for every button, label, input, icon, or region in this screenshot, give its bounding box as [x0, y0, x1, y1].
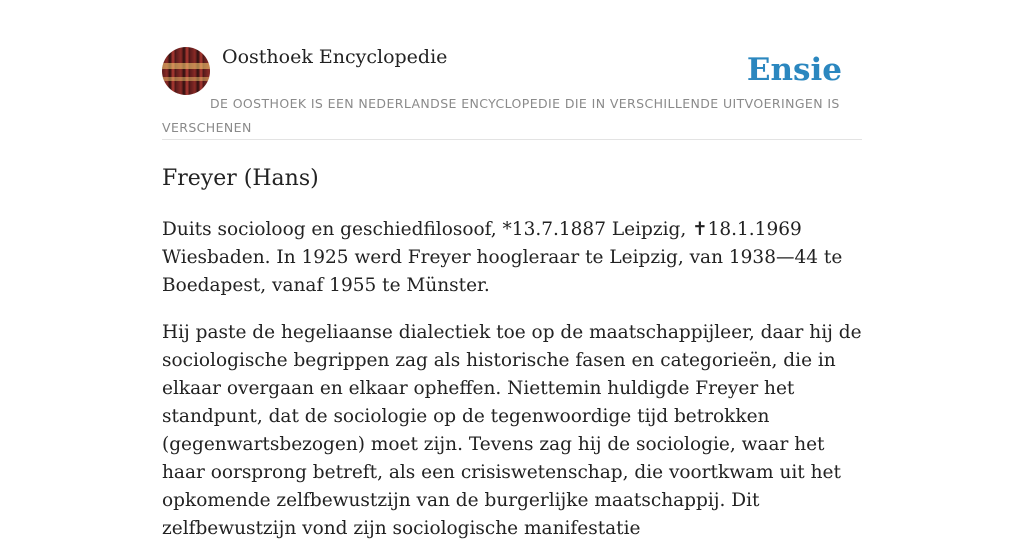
- site-tagline: DE OOSTHOEK IS EEN NEDERLANDSE ENCYCLOPEDIE DIE IN VERSCHILLENDE UITVOERINGEN IS VERSCHENEN: [162, 96, 840, 135]
- header-divider: [162, 139, 862, 140]
- encyclopedia-books-icon[interactable]: [162, 47, 210, 95]
- article-title: Freyer (Hans): [162, 166, 319, 191]
- site-name-link[interactable]: Oosthoek Encyclopedie: [222, 46, 448, 68]
- article-content: [162, 164, 864, 543]
- article-paragraph: Hij paste de hegeliaanse dialectiek toe op de maatschappijleer, daar hij de sociologische begrippen zag als historische fasen en categorieën, die in elkaar overgaan en elkaar opheffen. Niettemin huldigde Freyer het standpunt, dat de sociologie op de tegenwoordige tijd betrokken (gegenwartsbezogen) moet zijn. Tevens zag hij de sociologie, waar het haar oorsprong betreft, als een crisiswetenschap, die voortkwam uit het opkomende zelfbewustzijn van de burgerlijke maatschappij. Dit zelfbewustzijn vond zijn sociologische manifestatie: [162, 322, 862, 539]
- ensie-logo-link[interactable]: Ensie: [746, 52, 842, 88]
- site-header: [162, 44, 862, 140]
- article-paragraph: Duits socioloog en geschiedfilosoof, *13.7.1887 Leipzig, ✝18.1.1969 Wiesbaden. In 1925 werd Freyer hoogleraar te Leipzig, van 1938—44 te Boedapest, vanaf 1955 te Münster.: [162, 219, 843, 296]
